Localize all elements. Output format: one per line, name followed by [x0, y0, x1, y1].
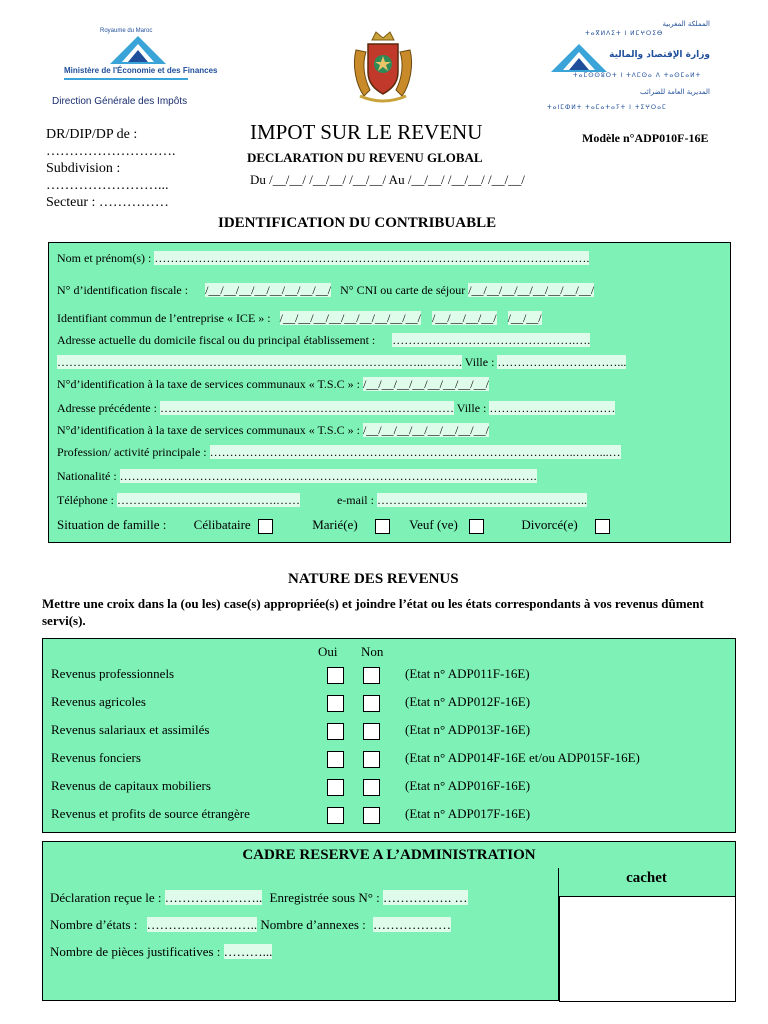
revenu-label: Revenus de capitaux mobiliers: [51, 778, 211, 793]
admin-title: CADRE RESERVE A L’ADMINISTRATION: [42, 841, 736, 870]
enregistree-label: Enregistrée sous N° :: [269, 890, 380, 905]
profession-row: [57, 445, 621, 460]
ville-field[interactable]: …………………………...: [497, 355, 627, 369]
tsc-row: [57, 377, 489, 392]
page-title: IMPOT SUR LE REVENU: [250, 120, 483, 144]
tsc-field[interactable]: /__/__/__/__/__/__/__/__/: [362, 377, 489, 391]
identification-section: [48, 242, 731, 543]
if-row: [57, 283, 594, 298]
nb-annexes-field[interactable]: ………………: [373, 917, 452, 932]
arabic-direction-text: المديرية العامة للضرائب: [640, 88, 710, 96]
adresse-cont-row: [57, 355, 626, 370]
ministry-text: Ministère de l'Économie et des Finances: [64, 66, 218, 75]
revenus-title: NATURE DES REVENUS: [288, 571, 459, 587]
nom-row: [57, 251, 589, 266]
telephone-field[interactable]: ………………………………….……: [116, 493, 300, 507]
secteur-label: Secteur : ……………: [46, 195, 169, 210]
veuf-label: Veuf (ve): [409, 517, 458, 532]
office-info: [46, 126, 176, 211]
celibataire-checkbox[interactable]: [258, 519, 273, 534]
cachet-label: cachet: [626, 870, 667, 886]
logo-divider: [64, 78, 188, 80]
revenu-oui-checkbox[interactable]: [327, 751, 344, 768]
arabic-ministry-text: وزارة الإقتصاد والمالية: [609, 50, 710, 60]
tifinagh-direction-text: ⵜⴰⵏⵎⵀⵍⵜ ⵜⴰⵎⴰⵜⴰⵢⵜ ⵏ ⵜⵉⵖⵔⴰⵎ: [547, 104, 667, 111]
tifinagh-ministry-text: ⵜⴰⵎⵙⵙⵓⵔⵜ ⵏ ⵜⴷⵎⵙⴰ ⴷ ⵜⴰⵙⵎⴰⵍⵜ: [573, 72, 702, 79]
revenus-section: [42, 638, 736, 833]
profession-field[interactable]: ………………………………………………………………………………..……...…: [209, 445, 621, 459]
recue-row: [50, 890, 468, 906]
divorce-checkbox[interactable]: [595, 519, 610, 534]
adresse-prec-label: Adresse précédente :: [57, 401, 157, 415]
situation-row: [57, 517, 610, 534]
adresse-row: [57, 333, 590, 348]
tsc2-label: N°d’identification à la taxe de services communaux « T.S.C » :: [57, 423, 360, 437]
nb-pieces-field[interactable]: ………...: [223, 944, 273, 959]
profession-label: Profession/ activité principale :: [57, 445, 207, 459]
adresse-prec-field[interactable]: …………………………………………………..……………: [159, 401, 454, 415]
kingdom-text: Royaume du Maroc: [100, 28, 153, 34]
ministry-emblem-icon: [549, 42, 609, 74]
revenu-etat: (Etat n° ADP012F-16E): [405, 694, 531, 709]
tsc-label: N°d’identification à la taxe de services communaux « T.S.C » :: [57, 377, 360, 391]
dr-dip-dots: ……………………….: [46, 144, 176, 159]
revenu-oui-checkbox[interactable]: [327, 667, 344, 684]
tifinagh-kingdom-text: ⵜⴰⴳⵍⴷⵉⵜ ⵏ ⵍⵎⵖⵔⵉⴱ: [585, 30, 664, 37]
revenu-non-checkbox[interactable]: [363, 779, 380, 796]
adresse-label: Adresse actuelle du domicile fiscal ou du principal établissement :: [57, 333, 376, 347]
nb-etats-row: [50, 917, 451, 933]
revenu-etat: (Etat n° ADP011F-16E): [405, 666, 530, 681]
arabic-kingdom-text: المملكة المغربية: [662, 20, 710, 28]
cni-field[interactable]: /__/__/__/__/__/__/__/__/: [468, 283, 595, 297]
dgi-logo: [50, 20, 220, 112]
form-model-number: Modèle n°ADP010F-16E: [582, 131, 709, 145]
tsc2-field[interactable]: /__/__/__/__/__/__/__/__/: [362, 423, 489, 437]
ministry-arabic-logo: [545, 18, 720, 118]
celibataire-label: Célibataire: [193, 517, 251, 532]
dgi-emblem-icon: [108, 34, 168, 66]
nom-field[interactable]: ……………………………………………………………………………………………….: [154, 251, 590, 265]
nb-annexes-label: Nombre d’annexes :: [260, 917, 366, 932]
revenu-etat: (Etat n° ADP013F-16E): [405, 722, 531, 737]
revenu-oui-checkbox[interactable]: [327, 779, 344, 796]
revenu-label: Revenus salariaux et assimilés: [51, 722, 210, 737]
revenu-label: Revenus professionnels: [51, 666, 175, 681]
identification-title: IDENTIFICATION DU CONTRIBUABLE: [218, 215, 497, 231]
telephone-row: [57, 493, 587, 508]
revenu-label: Revenus fonciers: [51, 750, 141, 765]
period-dates: Du /__/__/ /__/__/ /__/__/ Au /__/__/ /__/__/ /__/__/: [250, 172, 525, 187]
revenu-oui-checkbox[interactable]: [327, 807, 344, 824]
ice-field-2[interactable]: /__/__/__/__/: [431, 311, 497, 325]
veuf-checkbox[interactable]: [469, 519, 484, 534]
dr-dip-label: DR/DIP/DP de :: [46, 127, 138, 142]
direction-text: Direction Générale des Impôts: [52, 96, 188, 107]
revenu-non-checkbox[interactable]: [363, 695, 380, 712]
ville2-label: Ville :: [456, 401, 487, 415]
nb-etats-field[interactable]: ……………………..: [146, 917, 258, 932]
revenu-non-checkbox[interactable]: [363, 807, 380, 824]
coat-of-arms-icon: [350, 30, 416, 104]
revenu-label: Revenus agricoles: [51, 694, 146, 709]
marie-label: Marié(e): [312, 517, 358, 532]
cni-label: N° CNI ou carte de séjour: [340, 283, 466, 297]
revenu-etat: (Etat n° ADP016F-16E): [405, 778, 531, 793]
revenu-etat: (Etat n° ADP014F-16E et/ou ADP015F-16E): [405, 750, 640, 765]
ice-row: [57, 311, 542, 326]
email-field[interactable]: ……………………………………………..: [376, 493, 587, 507]
revenu-non-checkbox[interactable]: [363, 723, 380, 740]
revenu-non-checkbox[interactable]: [363, 751, 380, 768]
nom-label: Nom et prénom(s) :: [57, 251, 152, 265]
recue-field[interactable]: …………………..: [164, 890, 263, 905]
oui-header: Oui: [318, 644, 338, 659]
revenus-instruction: Mettre une croix dans la (ou les) case(s) appropriée(s) et joindre l’état ou les états correspondants à vos revenus dûment servi(s).: [42, 596, 704, 628]
subdivision-dots: ……………………...: [46, 178, 169, 193]
divorce-label: Divorcé(e): [521, 517, 578, 532]
ice-field-1[interactable]: /__/__/__/__/__/__/__/__/__/: [279, 311, 421, 325]
page-subtitle: DECLARATION DU REVENU GLOBAL: [247, 150, 483, 165]
email-label: e-mail :: [336, 493, 374, 507]
nationalite-row: [57, 469, 537, 484]
non-header: Non: [361, 644, 384, 659]
marie-checkbox[interactable]: [375, 519, 390, 534]
cachet-area: [559, 896, 736, 1002]
nb-pieces-label: Nombre de pièces justificatives :: [50, 944, 221, 959]
nationalite-label: Nationalité :: [57, 469, 117, 483]
ice-field-3[interactable]: /__/__/: [507, 311, 542, 325]
revenu-oui-checkbox[interactable]: [327, 723, 344, 740]
adresse-field-2[interactable]: ………………………………………………………………………………..……….: [57, 355, 462, 369]
adresse-field-1[interactable]: ……………………………………….….: [392, 333, 591, 347]
recue-label: Déclaration reçue le :: [50, 890, 162, 905]
adresse-prec-row: [57, 401, 615, 416]
telephone-label: Téléphone :: [57, 493, 114, 507]
ice-label: Identifiant commun de l’entreprise « ICE » :: [57, 311, 271, 325]
subdivision-label: Subdivision :: [46, 161, 121, 176]
nationalite-field[interactable]: ……………………………………………………………………………………..…….: [119, 469, 537, 483]
revenu-non-checkbox[interactable]: [363, 667, 380, 684]
revenu-label: Revenus et profits de source étrangère: [51, 806, 250, 821]
revenu-oui-checkbox[interactable]: [327, 695, 344, 712]
admin-divider: [558, 868, 559, 1000]
if-label: N° d’identification fiscale :: [57, 283, 189, 297]
if-field[interactable]: /__/__/__/__/__/__/__/__/: [205, 283, 332, 297]
nb-etats-label: Nombre d’états :: [50, 917, 138, 932]
enregistree-field[interactable]: ……………. …: [383, 890, 468, 905]
revenu-etat: (Etat n° ADP017F-16E): [405, 806, 531, 821]
ville-label: Ville :: [464, 355, 495, 369]
nb-pieces-row: [50, 944, 272, 960]
situation-label: Situation de famille :: [57, 517, 167, 532]
ville2-field[interactable]: …………..………………: [489, 401, 616, 415]
tsc2-row: [57, 423, 489, 438]
